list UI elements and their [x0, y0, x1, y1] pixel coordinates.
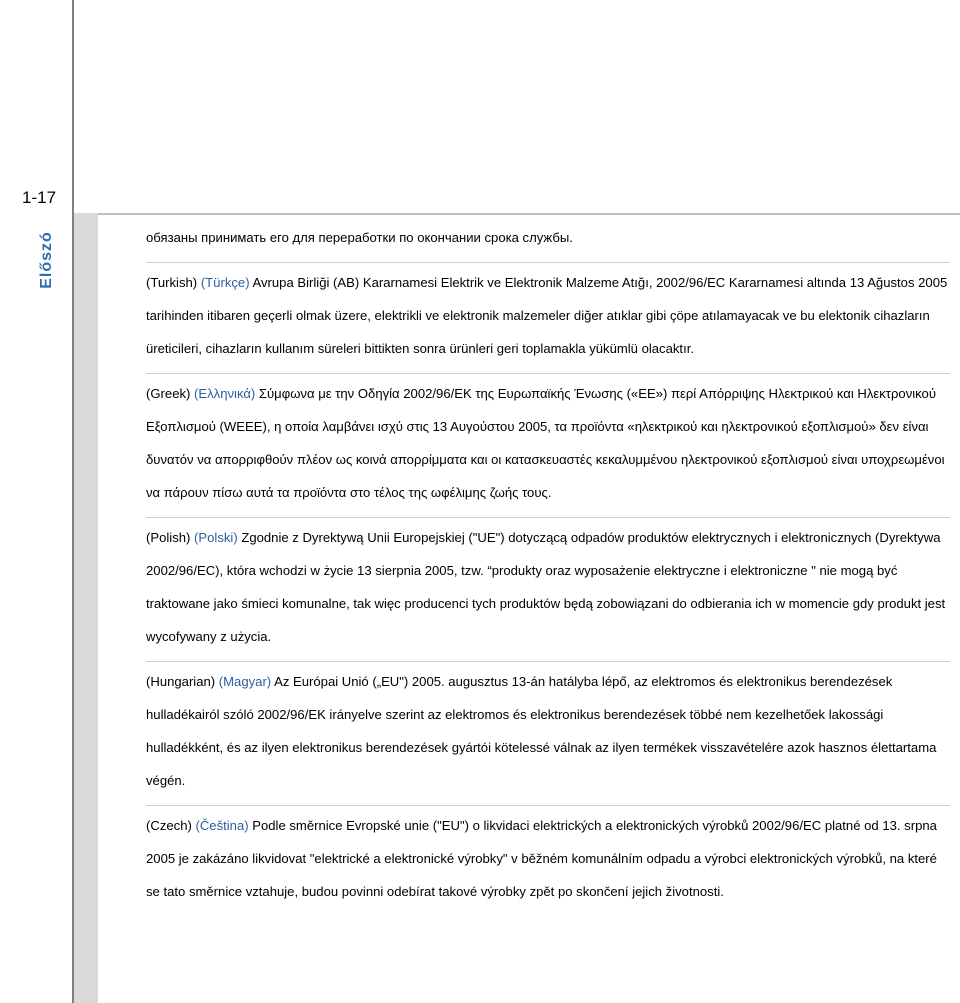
paragraph-polish — [146, 517, 950, 661]
language-native-name: (Ελληνικά) — [194, 386, 256, 401]
paragraph-text: Az Európai Unió („EU") 2005. augusztus 13-án hatályba lépő, az elektromos és elektronikus berendezések hulladékairól szóló 2002/96/EK irányelve szerint az elektromos és elektronikus berendezések többé nem kezelhetőek lakossági hulladékként, és az ilyen elektronikus berendezések gyártói kötelessé válnak az ilyen termékek visszavételére azok hasznos élettartama végén. — [146, 674, 937, 788]
paragraph-text: обязаны принимать его для переработки по окончании срока службы. — [146, 230, 573, 245]
side-gutter — [74, 213, 98, 1003]
language-name: (Turkish) — [146, 275, 198, 290]
paragraph-czech — [146, 805, 950, 916]
paragraph-greek — [146, 373, 950, 517]
language-native-name: (Polski) — [194, 530, 238, 545]
paragraph-text: Σύμφωνα με την Οδηγία 2002/96/ΕΚ της Ευρωπαϊκής Ένωσης («ΕΕ») περί Απόρριψης Ηλεκτρικού και Ηλεκτρονικού Εξοπλισμού (WEEE), η οποία λαμβάνει ισχύ στις 13 Αυγούστου 2005, τα προϊόντα «ηλεκτρικού και ηλεκτρονικού εξοπλισμού» δεν είναι δυνατόν να απορριφθούν πλέον ως κοινά απορρίμματα και οι κατασκευαστές κεκαλυμμένου ηλεκτρονικού εξοπλισμού είναι υποχρεωμένοι να πάρουν πίσω αυτά τα προϊόντα στο τέλος της ωφέλιμης ζωής τους. — [146, 386, 945, 500]
language-native-name: (Čeština) — [195, 818, 249, 833]
chapter-label — [35, 220, 59, 300]
language-native-name: (Türkçe) — [200, 275, 250, 290]
paragraph-turkish — [146, 262, 950, 373]
paragraph-text: Avrupa Birliği (AB) Kararnamesi Elektrik ve Elektronik Malzeme Atığı, 2002/96/EC Kararnamesi altında 13 Ağustos 2005 tarihinden itibaren geçerli olmak üzere, elektrikli ve elektronik malzemeler diğer atıklar gibi çöpe atılamayacak ve bu elektonik cihazların üreticileri, cihazların kullanım süreleri bittikten sonra ürünleri geri toplamakla yükümlü olacaktır. — [146, 275, 948, 356]
document-body — [146, 221, 950, 916]
paragraph-hungarian — [146, 661, 950, 805]
language-name: (Czech) — [146, 818, 192, 833]
chapter-label-text: Előszó — [38, 231, 55, 289]
page-number: 1-17 — [22, 188, 57, 207]
paragraph-text: Podle směrnice Evropské unie ("EU") o likvidaci elektrických a elektronických výrobků 2002/96/EC platné od 13. srpna 2005 je zakázáno likvidovat "elektrické a elektronické výrobky" v běžném komunálním odpadu a výrobci elektronických výrobků, na které se tato směrnice vztahuje, budou povinni odebírat takové výrobky zpět po skončení jejich životnosti. — [146, 818, 937, 899]
header-divider — [98, 213, 960, 215]
language-native-name: (Magyar) — [218, 674, 272, 689]
paragraph-text: Zgodnie z Dyrektywą Unii Europejskiej ("UE") dotyczącą odpadów produktów elektrycznych i elektronicznych (Dyrektywa 2002/96/EC), która wchodzi w życie 13 sierpnia 2005, tzw. “produkty oraz wyposażenie elektryczne i elektroniczne " nie mogą być traktowane jako śmieci komunalne, tak więc producenci tych produktów będą zobowiązani do odbierania ich w momencie gdy produkt jest wycofywany z użycia. — [146, 530, 946, 644]
paragraph-russian — [146, 221, 950, 262]
language-name: (Polish) — [146, 530, 191, 545]
language-name: (Greek) — [146, 386, 191, 401]
language-name: (Hungarian) — [146, 674, 216, 689]
